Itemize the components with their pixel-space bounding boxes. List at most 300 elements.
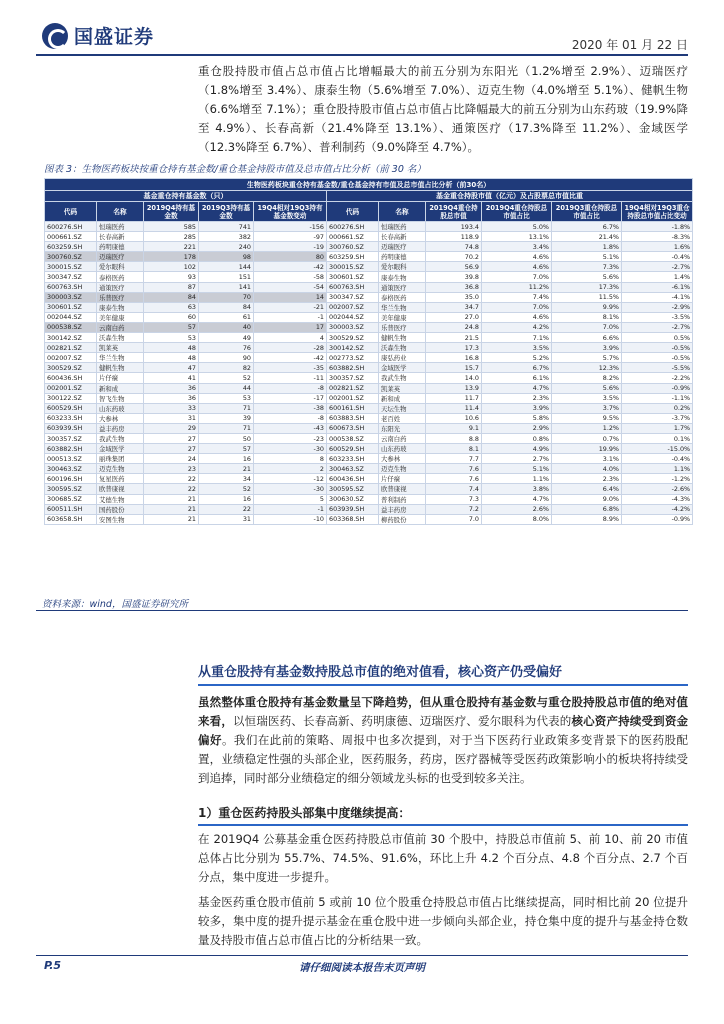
table-cell: 乐普医疗 [379, 322, 426, 332]
table-cell: 华兰生物 [379, 302, 426, 312]
table-cell: 240 [199, 242, 254, 252]
table-cell: 84 [144, 292, 199, 302]
table-cell: 74.8 [426, 242, 482, 252]
table-row [45, 484, 693, 494]
table-cell: 49 [199, 333, 254, 343]
table-cell: 药明康德 [379, 252, 426, 262]
table-cell: -8 [254, 383, 327, 393]
table-cell: 000538.SZ [327, 433, 379, 443]
table-cell: 144 [199, 262, 254, 272]
table-cell: 600673.SH [327, 423, 379, 433]
table-cell: 3.5% [482, 343, 552, 353]
table-cell: 50 [199, 433, 254, 443]
table-cell: 16 [199, 494, 254, 504]
table-cell: 3.9% [552, 343, 622, 353]
table-cell: 151 [199, 272, 254, 282]
table-cell: 002007.SZ [327, 302, 379, 312]
table-cell: -11 [254, 373, 327, 383]
table-cell: 艾德生物 [97, 494, 144, 504]
table-cell: 2.7% [482, 454, 552, 464]
table-cell: 7.0% [482, 272, 552, 282]
table-cell: -1 [254, 312, 327, 322]
table-cell: 61 [199, 312, 254, 322]
p1-rest: 。我们在此前的策略、周报中也多次提到，对于当下医药行业政策多变背景下的医药股配置，业绩稳定性强的头部企业，医药服务，药房，医疗器械等受医药政策影响小的板块将持续受到追捧，同时部分业绩稳定的细分领域龙头标的也受到较多关注。 [198, 733, 689, 785]
table-cell: 5.2% [482, 353, 552, 363]
table-cell: 52 [199, 484, 254, 494]
table-cell: 2 [254, 464, 327, 474]
table-row [45, 383, 693, 393]
table-cell: 4.7% [482, 383, 552, 393]
source-divider [36, 610, 688, 611]
table-header-cell: 2019Q4重仓持股总市值 [426, 202, 482, 222]
table-cell: 3.7% [552, 403, 622, 413]
table-cell: 我武生物 [379, 373, 426, 383]
table-cell: 迈瑞医疗 [97, 252, 144, 262]
table-cell: 沃森生物 [97, 333, 144, 343]
table-cell: 6.4% [552, 484, 622, 494]
table-cell: 4 [254, 333, 327, 343]
footer-divider [36, 955, 688, 956]
table-cell: -2.6% [622, 484, 693, 494]
table-cell: 21.4% [552, 232, 622, 242]
table-cell: 98 [199, 252, 254, 262]
p1-mid: 以恒瑞医药、长春高新、药明康德、迈瑞医疗、爱尔眼科为代表的 [233, 714, 572, 728]
table-cell: 爱尔眼科 [379, 262, 426, 272]
page-header [0, 0, 724, 62]
table-cell: 9.9% [552, 302, 622, 312]
table-cell: 6.8% [552, 504, 622, 514]
table-row [45, 252, 693, 262]
report-date: 2020 年 01 月 22 日 [571, 38, 688, 52]
table-cell: -97 [254, 232, 327, 242]
table-group-left: 基金重仓持有基金数（只） [45, 191, 327, 202]
table-cell: 4.9% [482, 444, 552, 454]
table-row [45, 292, 693, 302]
table-cell: 70.2 [426, 252, 482, 262]
table-cell: 34.7 [426, 302, 482, 312]
table-cell: 恒瑞医药 [97, 222, 144, 232]
table-cell: 4.0% [552, 464, 622, 474]
table-cell: 21 [199, 464, 254, 474]
table-cell: -6.1% [622, 282, 693, 292]
table-cell: -28 [254, 343, 327, 353]
table-cell: 0.8% [482, 433, 552, 443]
table-cell: -1.1% [622, 393, 693, 403]
table-cell: 300142.SZ [327, 343, 379, 353]
table-cell: 8.1 [426, 444, 482, 454]
table-row [45, 262, 693, 272]
table-cell: 大参林 [379, 454, 426, 464]
table-cell: 603233.SH [327, 454, 379, 464]
table-cell: -8 [254, 413, 327, 423]
table-cell: 741 [199, 222, 254, 232]
table-header-cell: 2019Q3持有基金数 [199, 202, 254, 222]
table-cell: -1.8% [622, 222, 693, 232]
brand-logo-icon [42, 23, 68, 49]
table-cell: 600529.SH [327, 444, 379, 454]
table-row [45, 282, 693, 292]
table-cell: 7.7 [426, 454, 482, 464]
table-cell: 3.9% [482, 403, 552, 413]
table-cell: 通策医疗 [97, 282, 144, 292]
table-cell: 27 [144, 444, 199, 454]
table-cell: 53 [144, 333, 199, 343]
table-cell: 4.6% [482, 262, 552, 272]
table-cell: 300142.SZ [45, 333, 97, 343]
table-cell: 7.0% [482, 302, 552, 312]
table-cell: -17 [254, 393, 327, 403]
table-body [45, 222, 693, 525]
table-header-cell: 2019Q3重仓持股总市值占比 [552, 202, 622, 222]
table-cell: 600276.SH [45, 222, 97, 232]
table-cell: 87 [144, 282, 199, 292]
table-cell: 14.0 [426, 373, 482, 383]
table-cell: 27 [144, 433, 199, 443]
table-cell: 93 [144, 272, 199, 282]
table-cell: 欧普康视 [97, 484, 144, 494]
table-cell: 智飞生物 [97, 393, 144, 403]
table-cell: 金域医学 [379, 363, 426, 373]
table-cell: -156 [254, 222, 327, 232]
table-cell: 002773.SZ [327, 353, 379, 363]
table-cell: 8.0% [482, 514, 552, 524]
table-cell: 8 [254, 454, 327, 464]
table-cell: 5.1% [552, 252, 622, 262]
table-cell: 71 [199, 403, 254, 413]
table-cell: 002821.SZ [45, 343, 97, 353]
table-cell: 39 [199, 413, 254, 423]
table-cell: 41 [144, 373, 199, 383]
table-row [45, 423, 693, 433]
table-cell: 27.0 [426, 312, 482, 322]
table-cell: 华兰生物 [97, 353, 144, 363]
table-cell: 22 [199, 504, 254, 514]
table-cell: 8.1% [552, 312, 622, 322]
table-cell: -0.9% [622, 514, 693, 524]
table-cell: 300760.SZ [327, 242, 379, 252]
table-cell: 300357.SZ [327, 373, 379, 383]
table-cell: 002001.SZ [327, 393, 379, 403]
table-cell: 丽珠集团 [97, 454, 144, 464]
table-cell: 6.7% [482, 363, 552, 373]
table-cell: 新和成 [379, 393, 426, 403]
table-cell: 90 [199, 353, 254, 363]
table-cell: 52 [199, 373, 254, 383]
table-cell: 迈克生物 [97, 464, 144, 474]
holdings-table [44, 178, 693, 525]
table-row [45, 373, 693, 383]
table-cell: 山东药玻 [379, 444, 426, 454]
table-cell: 迈瑞医疗 [379, 242, 426, 252]
table-cell: 7.1% [482, 333, 552, 343]
table-cell: 63 [144, 302, 199, 312]
table-cell: 24 [144, 454, 199, 464]
holdings-table-container [44, 178, 692, 525]
table-cell: 600276.SH [327, 222, 379, 232]
table-cell: 1.6% [622, 242, 693, 252]
table-cell: 11.7 [426, 393, 482, 403]
table-cell: -4.1% [622, 292, 693, 302]
table-cell: -43 [254, 423, 327, 433]
table-cell: 11.2% [482, 282, 552, 292]
table-cell: -54 [254, 282, 327, 292]
table-row [45, 222, 693, 232]
table-cell: -4.2% [622, 504, 693, 514]
table-cell: 药明康德 [97, 242, 144, 252]
table-cell: 8.2% [552, 373, 622, 383]
table-cell: 泰格医药 [97, 272, 144, 282]
table-cell: 70 [199, 292, 254, 302]
table-cell: 600763.SH [327, 282, 379, 292]
table-cell: 29 [144, 423, 199, 433]
table-cell: 600161.SH [327, 403, 379, 413]
table-cell: 36.8 [426, 282, 482, 292]
table-header-cell: 19Q4相对19Q3持有基金数变动 [254, 202, 327, 222]
table-cell: 7.3% [552, 262, 622, 272]
table-cell: 9.5% [552, 413, 622, 423]
table-cell: 爱尔眼科 [97, 262, 144, 272]
table-cell: 5.6% [552, 383, 622, 393]
table-cell: 80 [254, 252, 327, 262]
table-cell: 1.7% [622, 423, 693, 433]
table-cell: -4.3% [622, 494, 693, 504]
table-cell: 48 [144, 343, 199, 353]
table-cell: 603259.SH [45, 242, 97, 252]
table-cell: -12 [254, 474, 327, 484]
table-cell: 片仔癀 [97, 373, 144, 383]
table-cell: 云南白药 [379, 433, 426, 443]
table-cell: 6.7% [552, 222, 622, 232]
table-cell: 普利制药 [379, 494, 426, 504]
table-cell: 40 [199, 322, 254, 332]
table-cell: -2.7% [622, 322, 693, 332]
table-cell: 8.9% [552, 514, 622, 524]
table-row [45, 242, 693, 252]
table-cell: -15.0% [622, 444, 693, 454]
intro-paragraph: 重仓股持股市值占总市值占比增幅最大的前五分别为东阳光（1.2%增至 2.9%）、迈瑞医疗（1.8%增至 3.4%）、康泰生物（5.6%增至 7.0%）、迈克生物（4.0%增至 5.1%）、健帆生物（6.6%增至 7.1%）；重仓股持股市值占总市值占比降幅最大的前五分别为山东药玻（19.9%降至 4.9%）、长春高新（21.4%降至 13.1%）、通策医疗（17.3%降至 11.2%）、金域医学（12.3%降至 6.7%）、普利制药（9.0%降至 4.7%）。 [198, 64, 688, 154]
table-cell: -2.2% [622, 373, 693, 383]
table-cell: 安图生物 [97, 514, 144, 524]
table-cell: -0.5% [622, 353, 693, 363]
table-cell: 16.8 [426, 353, 482, 363]
table-cell: -21 [254, 302, 327, 312]
analysis-paragraph-2: 在 2019Q4 公募基金重仓医药持股总市值前 30 个股中，持股总市值前 5、前 10、前 20 市值总体占比分别为 55.7%、74.5%、91.6%，环比上升 4.2 个百分点、4.8 个百分点、2.7 个百分点，集中度进一步提升。 [198, 832, 688, 884]
table-cell: 603658.SH [45, 514, 97, 524]
table-cell: 10.6 [426, 413, 482, 423]
table-row [45, 504, 693, 514]
table-cell: 603368.SH [327, 514, 379, 524]
table-cell: 8.8 [426, 433, 482, 443]
table-header-cell: 名称 [97, 202, 144, 222]
table-cell: -30 [254, 484, 327, 494]
table-cell: 603939.SH [45, 423, 97, 433]
table-row [45, 464, 693, 474]
table-cell: -42 [254, 353, 327, 363]
table-cell: -58 [254, 272, 327, 282]
table-cell: 603882.SH [45, 444, 97, 454]
table-cell: 3.4% [482, 242, 552, 252]
table-cell: 凯莱英 [97, 343, 144, 353]
table-cell: 603883.SH [327, 413, 379, 423]
table-cell: 5.1% [482, 464, 552, 474]
table-cell: 300463.SZ [327, 464, 379, 474]
table-cell: -2.7% [622, 262, 693, 272]
table-cell: 1.1% [622, 464, 693, 474]
table-cell: 82 [199, 363, 254, 373]
table-cell: 3.1% [552, 454, 622, 464]
table-cell: 康弘药业 [379, 353, 426, 363]
table-cell: 3.5% [552, 393, 622, 403]
table-cell: 13.9 [426, 383, 482, 393]
table-cell: 7.4% [482, 292, 552, 302]
table-cell: 4.6% [482, 252, 552, 262]
table-cell: 57 [144, 322, 199, 332]
brand-logo [42, 22, 154, 49]
table-cell: 76 [199, 343, 254, 353]
table-cell: 13.1% [482, 232, 552, 242]
table-cell: 4.2% [482, 322, 552, 332]
table-cell: -0.5% [622, 343, 693, 353]
table-cell: 康泰生物 [379, 272, 426, 282]
table-cell: 000513.SZ [45, 454, 97, 464]
table-cell: 老百姓 [379, 413, 426, 423]
table-cell: 2.3% [552, 474, 622, 484]
table-row [45, 302, 693, 312]
table-row [45, 474, 693, 484]
table-cell: 178 [144, 252, 199, 262]
table-cell: 0.1% [622, 433, 693, 443]
header-divider [36, 54, 688, 56]
table-cell: 002044.SZ [327, 312, 379, 322]
table-cell: -3.7% [622, 413, 693, 423]
table-cell: -5.5% [622, 363, 693, 373]
table-cell: 300601.SZ [45, 302, 97, 312]
table-cell: 7.3 [426, 494, 482, 504]
table-cell: 21 [144, 504, 199, 514]
table-cell: 102 [144, 262, 199, 272]
table-cell: 600436.SH [327, 474, 379, 484]
table-cell: 193.4 [426, 222, 482, 232]
table-cell: 603259.SH [327, 252, 379, 262]
table-cell: 33 [144, 403, 199, 413]
table-cell: 22 [144, 484, 199, 494]
table-cell: 美年健康 [97, 312, 144, 322]
table-cell: 300357.SZ [45, 433, 97, 443]
p1-bold-core: 核心资产持续受到资金偏好 [198, 714, 689, 747]
table-cell: 山东药玻 [97, 403, 144, 413]
table-cell: 300601.SZ [327, 272, 379, 282]
analysis-paragraph-3: 基金医药重仓股市值前 5 或前 10 位个股重仓持股总市值占比继续提高，同时相比前 20 位提升较多，集中度的提升提示基金在重仓股中进一步倾向头部企业，持仓集中度的提升与基金持仓数量及持股市值占总市值占比的分析结果一致。 [198, 895, 688, 947]
footer-disclaimer: 请仔细阅读本报告末页声明 [299, 962, 425, 974]
table-cell: 健帆生物 [379, 333, 426, 343]
table-cell: 221 [144, 242, 199, 252]
table-cell: 36 [144, 393, 199, 403]
table-cell: 4.6% [482, 312, 552, 322]
table-row [45, 454, 693, 464]
table-cell: -0.4% [622, 454, 693, 464]
table-cell: 5.8% [482, 413, 552, 423]
table-cell: 东阳光 [379, 423, 426, 433]
subsection-header [198, 802, 688, 826]
subsection-title: 1）重仓医药持股头部集中度继续提高： [198, 806, 411, 820]
table-cell: 7.0 [426, 514, 482, 524]
table-cell: -30 [254, 444, 327, 454]
table-cell: 5.7% [552, 353, 622, 363]
table-cell: 5.0% [482, 222, 552, 232]
table-cell: 云南白药 [97, 322, 144, 332]
table-cell: 53 [199, 393, 254, 403]
table-cell: 118.9 [426, 232, 482, 242]
table-cell: 300595.SZ [327, 484, 379, 494]
table-cell: 泰格医药 [379, 292, 426, 302]
table-cell: 恒瑞医药 [379, 222, 426, 232]
table-cell: 300630.SZ [327, 494, 379, 504]
table-cell: 9.0% [552, 494, 622, 504]
table-cell: 迈克生物 [379, 464, 426, 474]
table-cell: 000661.SZ [327, 232, 379, 242]
table-cell: 6.6% [552, 333, 622, 343]
table-cell: 23 [144, 464, 199, 474]
table-cell: 603233.SH [45, 413, 97, 423]
table-group-right: 基金重仓持股市值（亿元）及占股票总市值比重 [327, 191, 693, 202]
table-cell: -10 [254, 514, 327, 524]
table-cell: 141 [199, 282, 254, 292]
table-cell: 我武生物 [97, 433, 144, 443]
table-cell: 300122.SZ [45, 393, 97, 403]
table-header-cell: 19Q4相对19Q3重仓持股总市值占比变动 [622, 202, 693, 222]
table-cell: 300685.SZ [45, 494, 97, 504]
table-row [45, 343, 693, 353]
table-cell: 48 [144, 353, 199, 363]
table-cell: 益丰药房 [97, 423, 144, 433]
table-header-cell: 名称 [379, 202, 426, 222]
table-cell: 21.5 [426, 333, 482, 343]
table-cell: -42 [254, 262, 327, 272]
table-cell: 片仔癀 [379, 474, 426, 484]
table-cell: 2.9% [482, 423, 552, 433]
table-cell: 柳药股份 [379, 514, 426, 524]
table-row [45, 433, 693, 443]
table-cell: 天坛生物 [379, 403, 426, 413]
table-header-cell: 代码 [45, 202, 97, 222]
table-cell: 300347.SZ [327, 292, 379, 302]
table-cell: 大参林 [97, 413, 144, 423]
table-row [45, 353, 693, 363]
table-cell: -23 [254, 433, 327, 443]
table-cell: 0.7% [552, 433, 622, 443]
table-cell: 585 [144, 222, 199, 232]
table-cell: 7.2 [426, 504, 482, 514]
table-cell: -0.9% [622, 383, 693, 393]
table-cell: 1.2% [552, 423, 622, 433]
table-cell: 9.1 [426, 423, 482, 433]
table-row [45, 333, 693, 343]
table-cell: 凯莱英 [379, 383, 426, 393]
table-cell: 300463.SZ [45, 464, 97, 474]
table-cell: 600763.SH [45, 282, 97, 292]
table-cell: 22 [144, 474, 199, 484]
table-cell: -1.2% [622, 474, 693, 484]
table-cell: 16 [199, 454, 254, 464]
table-cell: 2.3% [482, 393, 552, 403]
table-cell: 11.5% [552, 292, 622, 302]
table-header-cell: 代码 [327, 202, 379, 222]
table-cell: 300015.SZ [45, 262, 97, 272]
table-row [45, 232, 693, 242]
table-cell: 382 [199, 232, 254, 242]
table-cell: 金域医学 [97, 444, 144, 454]
table-cell: 60 [144, 312, 199, 322]
